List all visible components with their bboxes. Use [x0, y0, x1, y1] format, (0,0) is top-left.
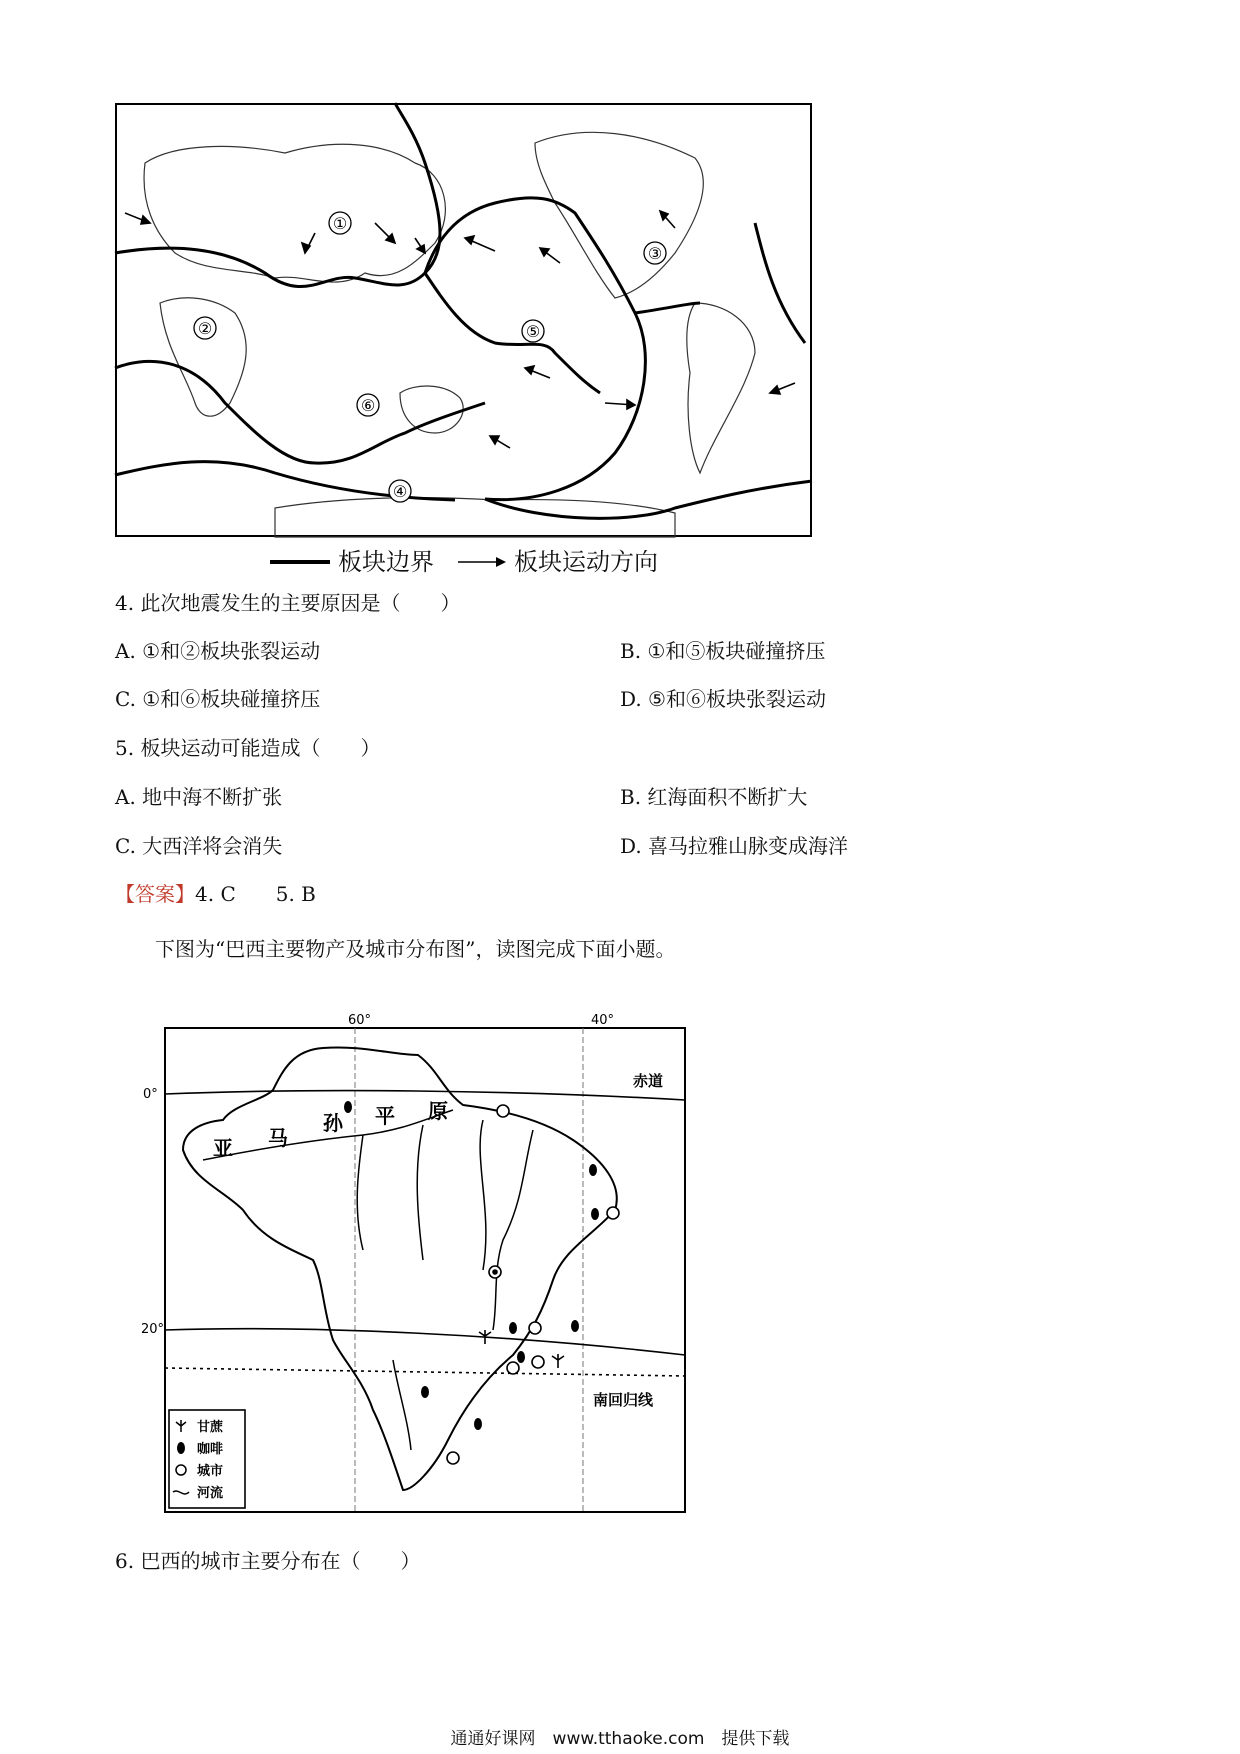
coffee-marker — [589, 1164, 597, 1176]
q4-option-a: A. ①和②板块张裂运动 — [115, 639, 321, 663]
city-marker — [507, 1362, 519, 1374]
question-6-stem: 6. 巴西的城市主要分布在（ ） — [115, 1549, 421, 1573]
city-marker — [607, 1207, 619, 1219]
plain-char-2: 马 — [268, 1126, 288, 1150]
coffee-marker — [509, 1322, 517, 1334]
plate-map-legend — [270, 547, 680, 577]
q4-option-b: B. ①和⑤板块碰撞挤压 — [620, 639, 826, 663]
city-marker — [532, 1356, 544, 1368]
coffee-marker — [591, 1208, 599, 1220]
legend-boundary — [270, 547, 434, 577]
coffee-marker — [344, 1101, 352, 1113]
coffee-marker — [571, 1320, 579, 1332]
plain-char-1: 亚 — [213, 1136, 233, 1160]
plate-label-5: ⑤ — [525, 322, 541, 341]
legend-coffee: 咖啡 — [197, 1442, 224, 1457]
tropic-label: 南回归线 — [593, 1391, 654, 1409]
q5-option-a: A. 地中海不断扩张 — [115, 785, 283, 809]
q4-option-c: C. ①和⑥板块碰撞挤压 — [115, 687, 321, 711]
plate-label-4: ④ — [392, 482, 408, 501]
plate-tectonics-map — [115, 103, 812, 537]
lon-60-label: 60° — [348, 1013, 372, 1028]
q5-option-c: C. 大西洋将会消失 — [115, 834, 283, 858]
answer-line — [115, 881, 316, 907]
plate-label-6: ⑥ — [360, 396, 376, 415]
city-icon — [176, 1465, 186, 1475]
equator-label: 赤道 — [633, 1072, 664, 1090]
question-4-stem: 4. 此次地震发生的主要原因是（ ） — [115, 591, 461, 615]
boundary-line-icon — [270, 557, 332, 567]
intro-text: 下图为“巴西主要物产及城市分布图”，读图完成下面小题。 — [155, 937, 676, 961]
question-5-stem: 5. 板块运动可能造成（ ） — [115, 736, 381, 760]
plate-label-1: ① — [332, 214, 348, 233]
legend-boundary-label: 板块边界 — [338, 548, 434, 576]
q4-option-d: D. ⑤和⑥板块张裂运动 — [620, 687, 826, 711]
brazil-map — [141, 1010, 689, 1515]
city-marker — [497, 1105, 509, 1117]
answer-tag: 【答案】 — [115, 882, 195, 906]
plain-char-5: 原 — [428, 1099, 448, 1123]
capital-dot — [493, 1270, 497, 1274]
plain-char-4: 平 — [375, 1104, 395, 1128]
lon-40-label: 40° — [591, 1013, 615, 1028]
lat-20-label: 20° — [141, 1322, 165, 1337]
city-marker — [529, 1322, 541, 1334]
coffee-marker — [421, 1386, 429, 1398]
plate-label-3: ③ — [647, 244, 663, 263]
footer-text: 通通好课网 www.tthaoke.com 提供下载 — [450, 1729, 790, 1749]
legend-sugarcane: 甘蔗 — [197, 1420, 224, 1435]
lat-0-label: 0° — [143, 1087, 158, 1102]
arrow-icon — [456, 556, 508, 568]
city-marker — [447, 1452, 459, 1464]
q5-option-b: B. 红海面积不断扩大 — [620, 785, 808, 809]
q5-option-d: D. 喜马拉雅山脉变成海洋 — [620, 834, 849, 858]
brazil-map-legend — [169, 1410, 245, 1508]
legend-river: 河流 — [197, 1486, 224, 1501]
coffee-marker — [474, 1418, 482, 1430]
legend-direction-label: 板块运动方向 — [514, 548, 658, 576]
legend-city: 城市 — [197, 1464, 224, 1479]
coffee-marker — [517, 1351, 525, 1363]
legend-direction — [456, 547, 658, 577]
answer-text: 4. C 5. B — [195, 882, 316, 906]
plate-label-2: ② — [197, 319, 213, 338]
coffee-icon — [177, 1442, 185, 1454]
plain-char-3: 孙 — [323, 1111, 343, 1135]
